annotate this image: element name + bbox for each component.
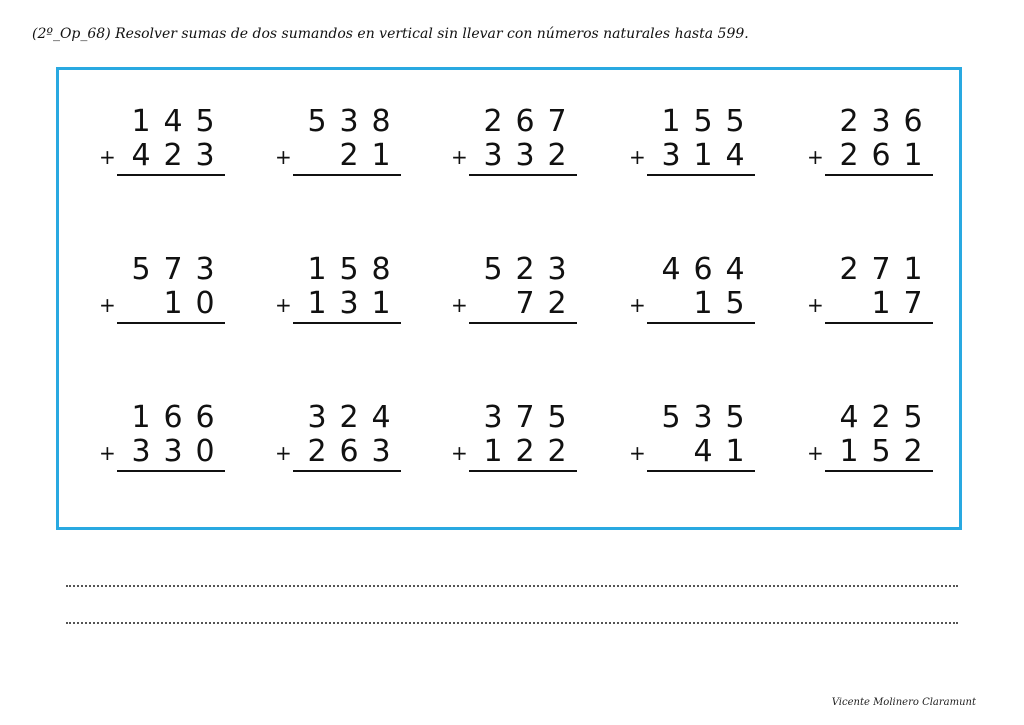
digit: 6 bbox=[871, 138, 891, 173]
addition-problem bbox=[629, 252, 755, 332]
digit: 5 bbox=[725, 286, 745, 321]
digit bbox=[833, 286, 865, 322]
digit: 1 bbox=[131, 400, 151, 435]
problems-grid bbox=[59, 70, 959, 527]
digit: 3 bbox=[371, 434, 391, 469]
digit: 3 bbox=[339, 286, 359, 321]
answer-line-1[interactable] bbox=[66, 585, 958, 587]
digit: 3 bbox=[483, 400, 503, 435]
digit: 0 bbox=[195, 434, 215, 469]
digit: 2 bbox=[547, 138, 567, 173]
digit: 2 bbox=[903, 434, 923, 469]
second-addend bbox=[833, 286, 929, 322]
digit: 2 bbox=[339, 138, 359, 173]
digit: 2 bbox=[483, 104, 503, 139]
digit: 1 bbox=[693, 286, 713, 321]
digit: 8 bbox=[371, 252, 391, 287]
sum-line bbox=[469, 322, 577, 324]
digit: 2 bbox=[515, 252, 535, 287]
digit: 3 bbox=[871, 104, 891, 139]
digit: 5 bbox=[725, 400, 745, 435]
first-addend bbox=[655, 104, 751, 140]
digit: 6 bbox=[195, 400, 215, 435]
first-addend bbox=[477, 104, 573, 140]
first-addend bbox=[301, 104, 397, 140]
second-addend bbox=[125, 434, 221, 470]
digit bbox=[477, 286, 509, 322]
digit: 1 bbox=[131, 104, 151, 139]
digit: 6 bbox=[163, 400, 183, 435]
plus-sign: + bbox=[451, 441, 468, 465]
digit: 1 bbox=[839, 434, 859, 469]
digit: 3 bbox=[339, 104, 359, 139]
addition-problem bbox=[451, 400, 577, 480]
digit: 1 bbox=[871, 286, 891, 321]
digit: 4 bbox=[371, 400, 391, 435]
digit: 2 bbox=[871, 400, 891, 435]
sum-line bbox=[293, 322, 401, 324]
plus-sign: + bbox=[275, 293, 292, 317]
digit: 3 bbox=[661, 138, 681, 173]
digit: 4 bbox=[661, 252, 681, 287]
digit: 3 bbox=[131, 434, 151, 469]
sum-line bbox=[469, 174, 577, 176]
digit: 4 bbox=[163, 104, 183, 139]
second-addend bbox=[125, 138, 221, 174]
sum-line bbox=[647, 322, 755, 324]
digit bbox=[125, 286, 157, 322]
digit: 2 bbox=[547, 286, 567, 321]
plus-sign: + bbox=[807, 441, 824, 465]
digit: 7 bbox=[515, 400, 535, 435]
plus-sign: + bbox=[275, 145, 292, 169]
addition-problem bbox=[629, 104, 755, 184]
addition-problem bbox=[807, 104, 933, 184]
addition-problem bbox=[275, 400, 401, 480]
sum-line bbox=[117, 470, 225, 472]
digit: 2 bbox=[839, 138, 859, 173]
digit bbox=[655, 286, 687, 322]
addition-problem bbox=[99, 400, 225, 480]
sum-line bbox=[117, 174, 225, 176]
digit: 2 bbox=[515, 434, 535, 469]
addition-problem bbox=[275, 252, 401, 332]
digit: 2 bbox=[839, 104, 859, 139]
digit: 1 bbox=[661, 104, 681, 139]
digit: 4 bbox=[693, 434, 713, 469]
author-signature: Vicente Molinero Claramunt bbox=[831, 697, 976, 708]
first-addend bbox=[301, 400, 397, 436]
first-addend bbox=[477, 400, 573, 436]
second-addend bbox=[655, 286, 751, 322]
digit: 7 bbox=[163, 252, 183, 287]
plus-sign: + bbox=[99, 441, 116, 465]
exercise-frame bbox=[56, 67, 962, 530]
digit: 8 bbox=[371, 104, 391, 139]
digit: 5 bbox=[871, 434, 891, 469]
sum-line bbox=[293, 174, 401, 176]
digit: 1 bbox=[483, 434, 503, 469]
addition-problem bbox=[807, 400, 933, 480]
second-addend bbox=[833, 138, 929, 174]
plus-sign: + bbox=[451, 145, 468, 169]
digit: 4 bbox=[725, 252, 745, 287]
plus-sign: + bbox=[275, 441, 292, 465]
digit: 6 bbox=[903, 104, 923, 139]
first-addend bbox=[833, 252, 929, 288]
first-addend bbox=[477, 252, 573, 288]
plus-sign: + bbox=[807, 145, 824, 169]
digit: 5 bbox=[307, 104, 327, 139]
digit: 5 bbox=[903, 400, 923, 435]
sum-line bbox=[117, 322, 225, 324]
digit: 7 bbox=[871, 252, 891, 287]
digit: 5 bbox=[195, 104, 215, 139]
answer-line-2[interactable] bbox=[66, 622, 958, 624]
plus-sign: + bbox=[629, 441, 646, 465]
digit: 6 bbox=[515, 104, 535, 139]
addition-problem bbox=[99, 252, 225, 332]
second-addend bbox=[301, 286, 397, 322]
plus-sign: + bbox=[99, 293, 116, 317]
plus-sign: + bbox=[451, 293, 468, 317]
second-addend bbox=[833, 434, 929, 470]
plus-sign: + bbox=[99, 145, 116, 169]
digit: 2 bbox=[163, 138, 183, 173]
digit: 4 bbox=[839, 400, 859, 435]
first-addend bbox=[125, 104, 221, 140]
digit: 0 bbox=[195, 286, 215, 321]
first-addend bbox=[833, 400, 929, 436]
digit: 1 bbox=[903, 138, 923, 173]
digit: 5 bbox=[483, 252, 503, 287]
digit: 1 bbox=[693, 138, 713, 173]
digit: 4 bbox=[725, 138, 745, 173]
digit: 5 bbox=[131, 252, 151, 287]
addition-problem bbox=[451, 252, 577, 332]
digit: 2 bbox=[339, 400, 359, 435]
digit: 3 bbox=[483, 138, 503, 173]
second-addend bbox=[301, 138, 397, 174]
sum-line bbox=[647, 174, 755, 176]
addition-problem bbox=[275, 104, 401, 184]
digit: 1 bbox=[903, 252, 923, 287]
digit: 5 bbox=[661, 400, 681, 435]
sum-line bbox=[293, 470, 401, 472]
digit: 1 bbox=[307, 252, 327, 287]
first-addend bbox=[125, 400, 221, 436]
second-addend bbox=[125, 286, 221, 322]
sum-line bbox=[825, 470, 933, 472]
digit: 1 bbox=[307, 286, 327, 321]
second-addend bbox=[477, 138, 573, 174]
second-addend bbox=[655, 138, 751, 174]
digit: 5 bbox=[693, 104, 713, 139]
first-addend bbox=[655, 252, 751, 288]
digit: 6 bbox=[339, 434, 359, 469]
first-addend bbox=[125, 252, 221, 288]
digit: 5 bbox=[725, 104, 745, 139]
addition-problem bbox=[451, 104, 577, 184]
sum-line bbox=[469, 470, 577, 472]
digit: 3 bbox=[515, 138, 535, 173]
digit: 2 bbox=[839, 252, 859, 287]
addition-problem bbox=[807, 252, 933, 332]
digit bbox=[655, 434, 687, 470]
first-addend bbox=[833, 104, 929, 140]
digit: 7 bbox=[515, 286, 535, 321]
digit: 1 bbox=[371, 138, 391, 173]
digit: 3 bbox=[195, 252, 215, 287]
digit: 4 bbox=[131, 138, 151, 173]
second-addend bbox=[301, 434, 397, 470]
digit: 1 bbox=[163, 286, 183, 321]
digit: 2 bbox=[307, 434, 327, 469]
digit: 5 bbox=[339, 252, 359, 287]
digit: 2 bbox=[547, 434, 567, 469]
addition-problem bbox=[99, 104, 225, 184]
plus-sign: + bbox=[629, 145, 646, 169]
first-addend bbox=[301, 252, 397, 288]
addition-problem bbox=[629, 400, 755, 480]
digit: 6 bbox=[693, 252, 713, 287]
plus-sign: + bbox=[629, 293, 646, 317]
digit: 3 bbox=[163, 434, 183, 469]
sum-line bbox=[825, 322, 933, 324]
digit: 3 bbox=[693, 400, 713, 435]
digit bbox=[301, 138, 333, 174]
digit: 3 bbox=[195, 138, 215, 173]
worksheet-title: (2º_Op_68) Resolver sumas de dos sumandos en vertical sin llevar con números naturales hasta 599. bbox=[32, 26, 749, 42]
digit: 3 bbox=[547, 252, 567, 287]
digit: 1 bbox=[725, 434, 745, 469]
first-addend bbox=[655, 400, 751, 436]
second-addend bbox=[477, 286, 573, 322]
digit: 5 bbox=[547, 400, 567, 435]
second-addend bbox=[655, 434, 751, 470]
digit: 3 bbox=[307, 400, 327, 435]
digit: 7 bbox=[903, 286, 923, 321]
plus-sign: + bbox=[807, 293, 824, 317]
digit: 7 bbox=[547, 104, 567, 139]
digit: 1 bbox=[371, 286, 391, 321]
second-addend bbox=[477, 434, 573, 470]
sum-line bbox=[647, 470, 755, 472]
sum-line bbox=[825, 174, 933, 176]
